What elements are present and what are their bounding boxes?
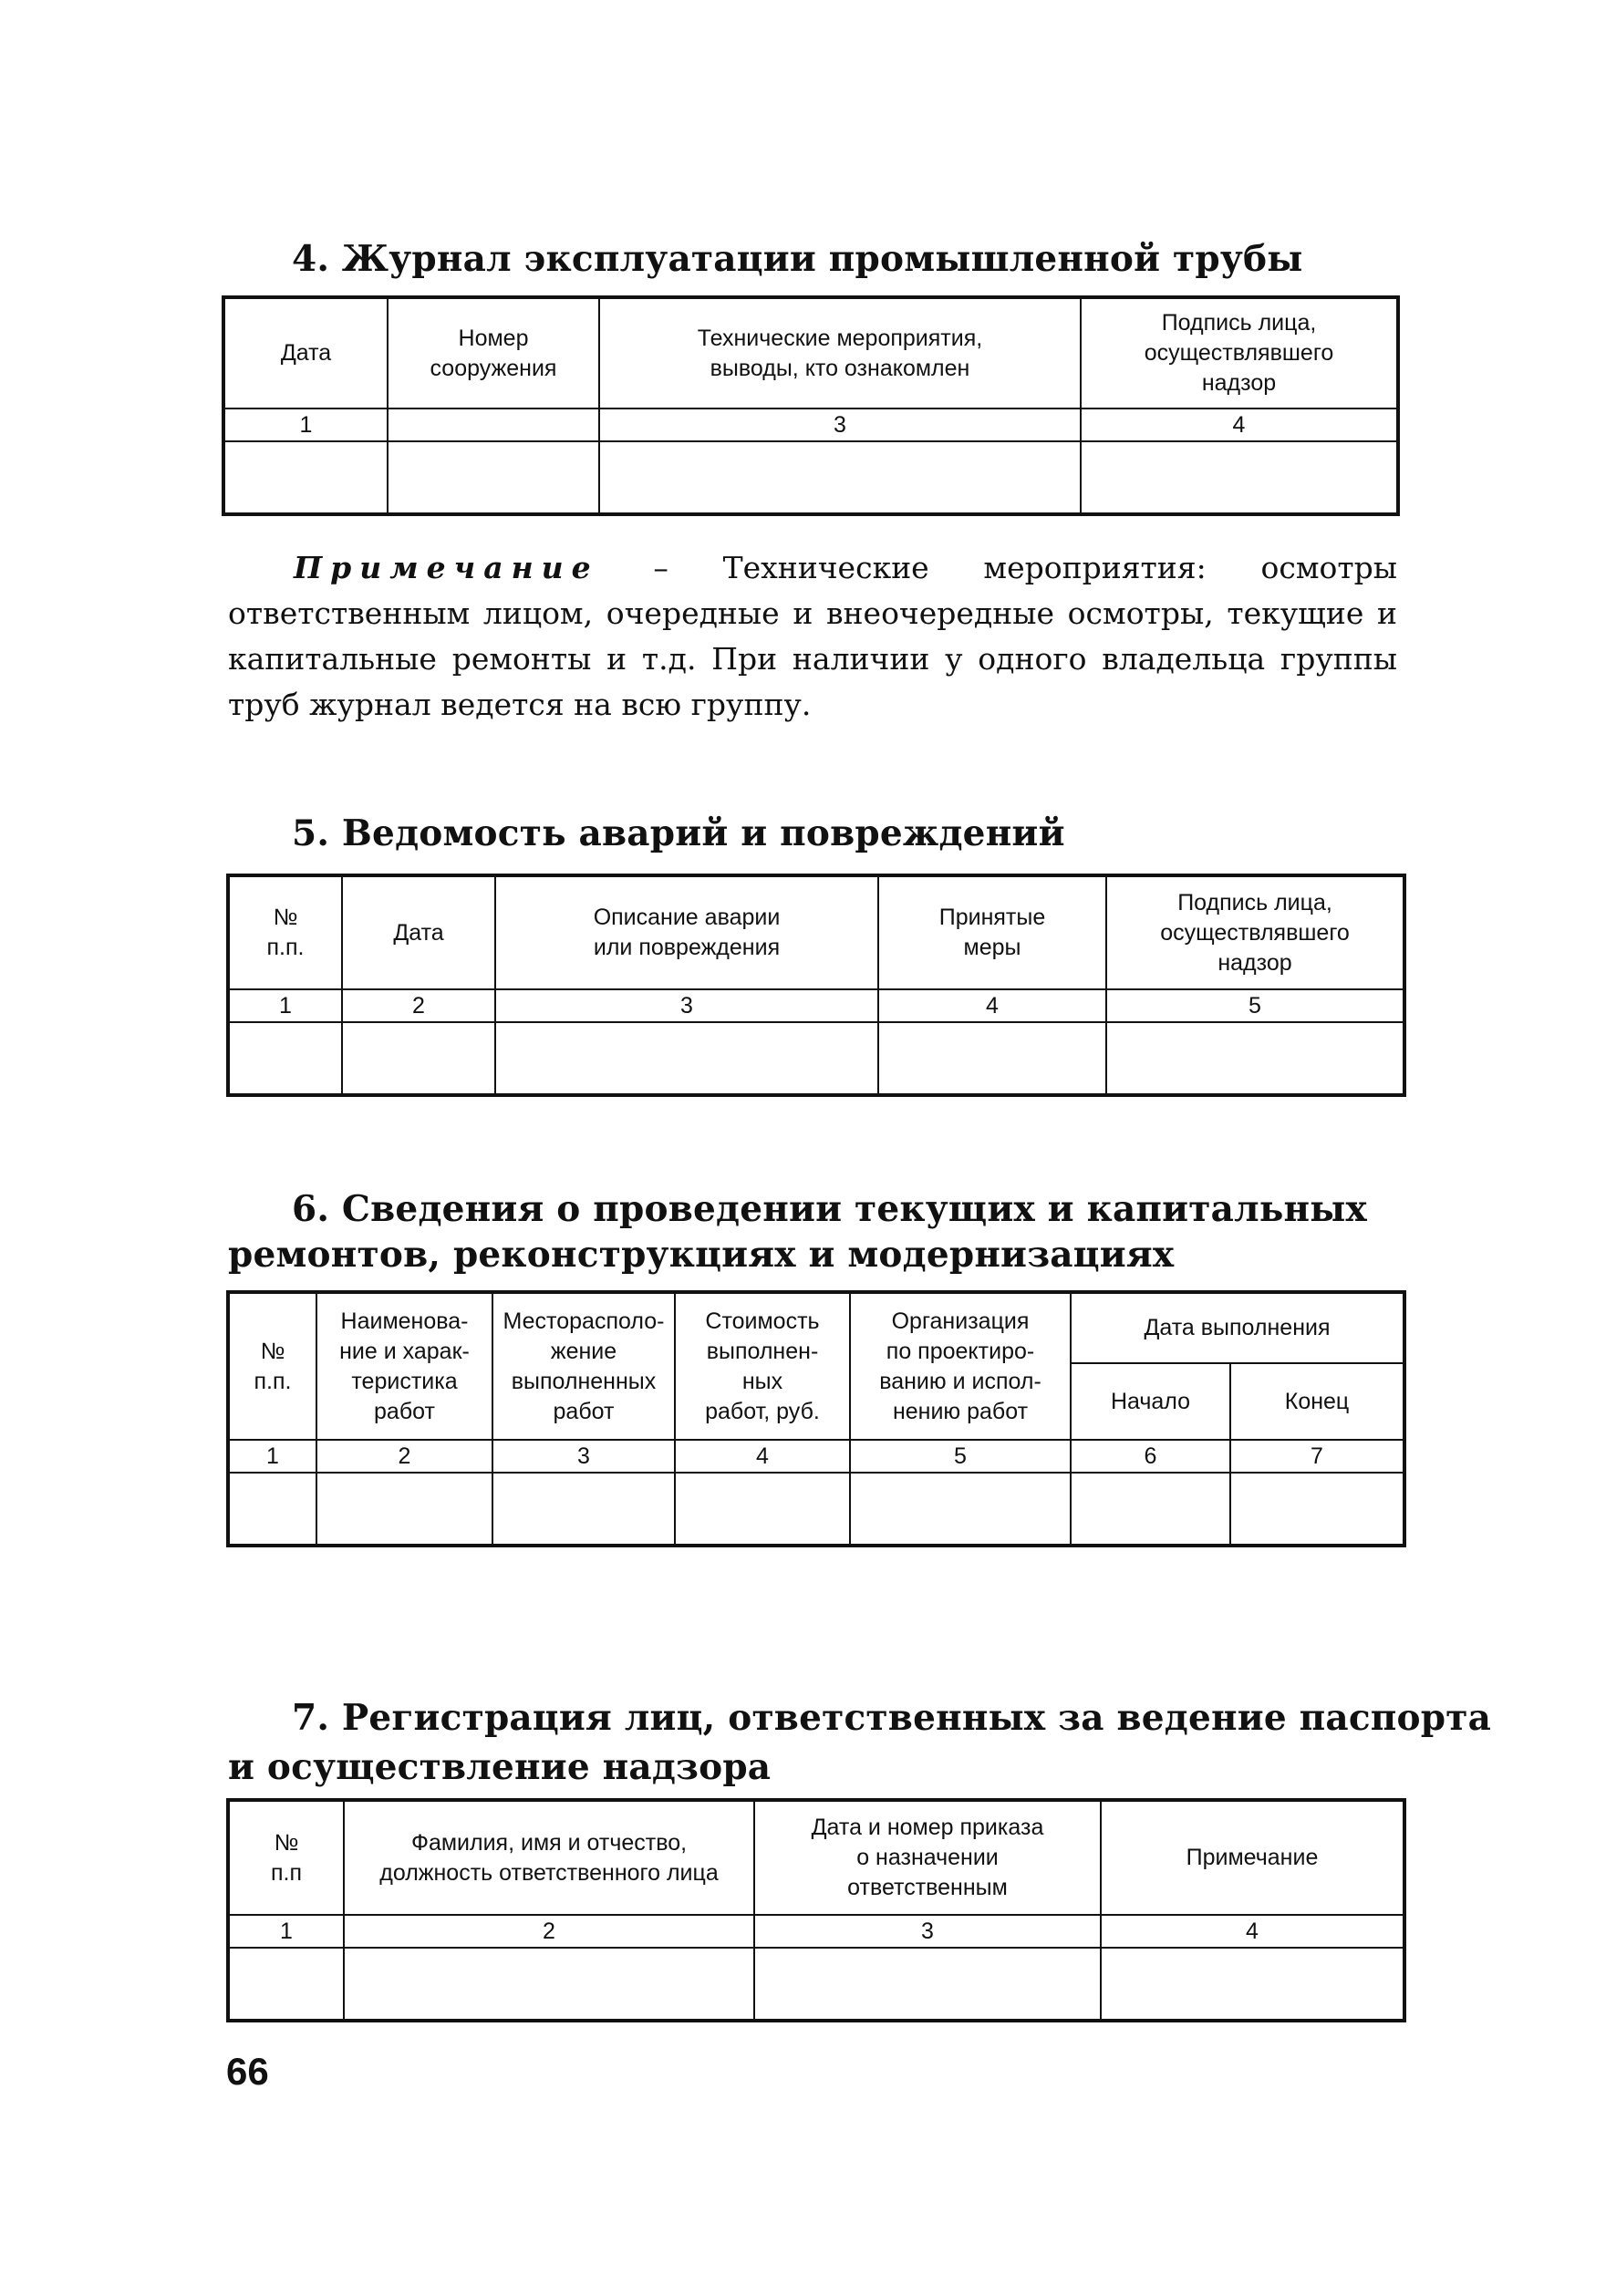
column-number: 3 (754, 1915, 1101, 1948)
entry-cell (850, 1473, 1071, 1546)
note-text: – Технические мероприятия: осмотры ответственным лицом, очередные и внеочередные осмотры, текущие и капитальные ремонты и т.д. При наличии у одного владельца группы труб журнал ведется на всю группу. (228, 550, 1397, 722)
entry-cell (754, 1948, 1101, 2021)
column-number: 2 (316, 1440, 492, 1473)
column-number: 1 (223, 409, 388, 441)
header-cell: Технические мероприятия, выводы, кто ознакомлен (599, 297, 1081, 409)
header-cell: Организация по проектиро- ванию и испол- нению работ (850, 1292, 1071, 1440)
entry-cell (1230, 1473, 1404, 1546)
subheader-cell: Конец (1230, 1363, 1404, 1440)
column-number: 5 (850, 1440, 1071, 1473)
entry-cell (1081, 441, 1398, 514)
entry-cell (388, 441, 599, 514)
header-cell: № п.п. (228, 1292, 316, 1440)
header-cell: Дата выполнения (1071, 1292, 1404, 1363)
entry-cell (599, 441, 1081, 514)
header-cell: Принятые меры (878, 875, 1106, 989)
column-number: 6 (1071, 1440, 1230, 1473)
entry-cell (1101, 1948, 1404, 2021)
page-number: 66 (226, 2050, 269, 2093)
header-cell: Дата (342, 875, 495, 989)
header-cell: Номер сооружения (388, 297, 599, 409)
column-number: 4 (1101, 1915, 1404, 1948)
section-7-title-line1: 7. Регистрация лиц, ответственных за ведение паспорта (292, 1697, 1492, 1739)
column-number: 4 (878, 989, 1106, 1022)
entry-cell (228, 1022, 342, 1095)
subheader-cell: Начало (1071, 1363, 1230, 1440)
column-number: 5 (1106, 989, 1404, 1022)
section-7-title-line2: и осуществление надзора (228, 1746, 772, 1788)
note-label: Примечание (294, 550, 599, 585)
header-cell: № п.п (228, 1800, 344, 1915)
header-cell: Месторасполо- жение выполненных работ (492, 1292, 675, 1440)
entry-cell (1106, 1022, 1404, 1095)
header-cell: Наименова- ние и харак- теристика работ (316, 1292, 492, 1440)
column-number: 2 (342, 989, 495, 1022)
entry-cell (878, 1022, 1106, 1095)
column-number: 4 (1081, 409, 1398, 441)
entry-cell (675, 1473, 850, 1546)
column-number: 2 (344, 1915, 754, 1948)
column-number: 7 (1230, 1440, 1404, 1473)
entry-cell (228, 1948, 344, 2021)
entry-cell (223, 441, 388, 514)
header-cell: Фамилия, имя и отчество, должность ответственного лица (344, 1800, 754, 1915)
section-5-title: 5. Ведомость аварий и повреждений (292, 812, 1065, 854)
column-number: 4 (675, 1440, 850, 1473)
section-6-title-line1: 6. Сведения о проведении текущих и капитальных (292, 1188, 1367, 1230)
entry-cell (1071, 1473, 1230, 1546)
header-cell: Подпись лица, осуществлявшего надзор (1081, 297, 1398, 409)
section-7-table (226, 1798, 1406, 2022)
entry-cell (495, 1022, 878, 1095)
column-number: 3 (492, 1440, 675, 1473)
column-number (388, 409, 599, 441)
section-6-table (226, 1290, 1406, 1547)
column-number: 1 (228, 989, 342, 1022)
header-cell: Дата (223, 297, 388, 409)
column-number: 3 (495, 989, 878, 1022)
note-paragraph (228, 545, 1397, 728)
entry-cell (316, 1473, 492, 1546)
column-number: 3 (599, 409, 1081, 441)
header-cell: Примечание (1101, 1800, 1404, 1915)
section-4-title: 4. Журнал эксплуатации промышленной трубы (292, 238, 1303, 280)
section-6-title-line2: ремонтов, реконструкциях и модернизациях (228, 1234, 1175, 1276)
header-cell: Подпись лица, осуществлявшего надзор (1106, 875, 1404, 989)
header-cell: Стоимость выполнен- ных работ, руб. (675, 1292, 850, 1440)
entry-cell (228, 1473, 316, 1546)
entry-cell (344, 1948, 754, 2021)
column-number: 1 (228, 1915, 344, 1948)
column-number: 1 (228, 1440, 316, 1473)
entry-cell (342, 1022, 495, 1095)
entry-cell (492, 1473, 675, 1546)
header-cell: Описание аварии или повреждения (495, 875, 878, 989)
header-cell: № п.п. (228, 875, 342, 989)
section-5-table (226, 874, 1406, 1097)
header-cell: Дата и номер приказа о назначении ответственным (754, 1800, 1101, 1915)
section-4-table (222, 295, 1400, 516)
